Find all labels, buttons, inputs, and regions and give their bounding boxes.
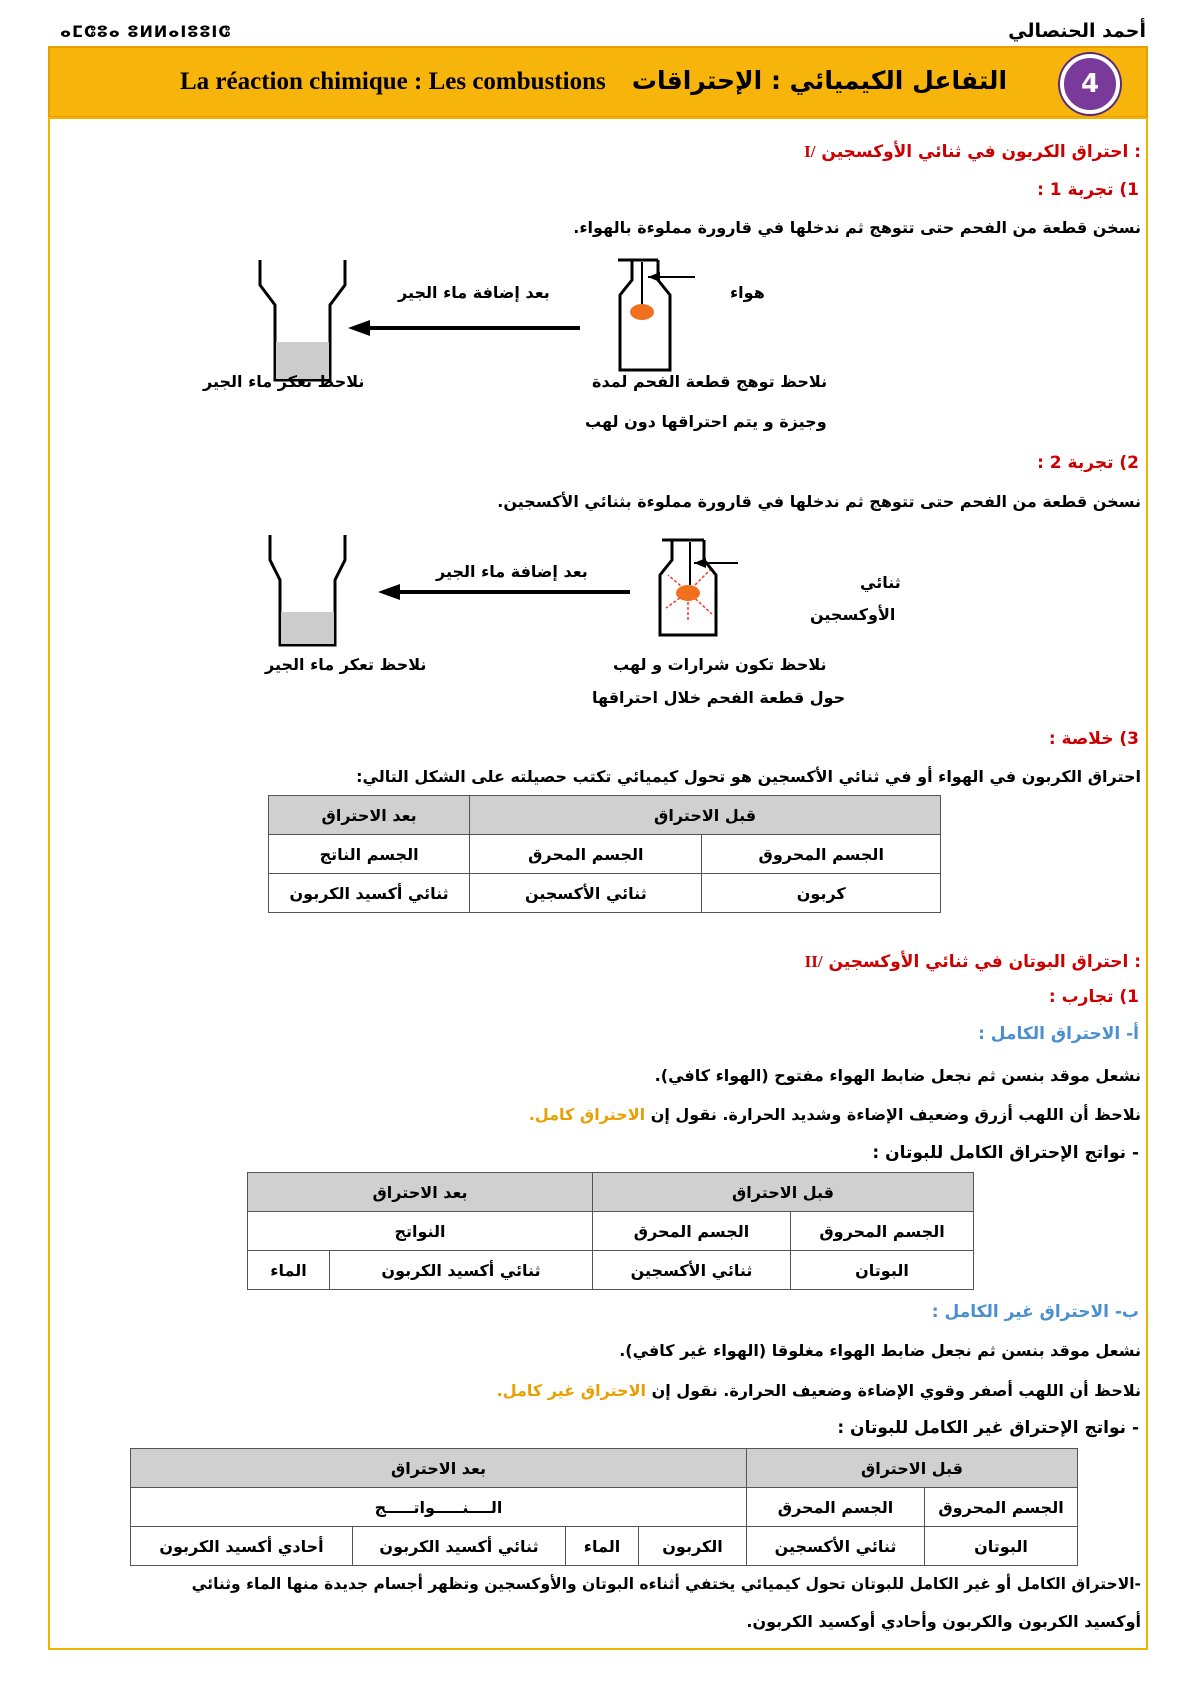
table2-cell: الجسم المحروق [791, 1212, 974, 1251]
experiment-2-gas-label-1: ثنائي [860, 573, 901, 592]
table2-before-header: قبل الاحتراق [593, 1173, 974, 1212]
complete-combustion-table [247, 1172, 974, 1290]
experiment-1-observation-right-1: نلاحظ توهج قطعة الفحم لمدة [592, 372, 828, 391]
table1-before-header: قبل الاحتراق [470, 796, 941, 835]
experiment-1-label [1037, 180, 1139, 200]
incomplete-combustion-term: الاحتراق غير كامل [502, 1381, 646, 1400]
incomplete-combustion-observation: نلاحظ أن اللهب أصفر وقوي الإضاءة وضعيف الحرارة. نقول إن [651, 1381, 1141, 1400]
section-2-experiments-label: 1) تجارب : [1048, 987, 1139, 1007]
table2-cell: البوتان [791, 1251, 974, 1290]
table1-cell: الجسم الناتج [269, 835, 470, 874]
section-2-roman: II/ [804, 952, 823, 971]
experiment-1-arrow-label: بعد إضافة ماء الجير [398, 283, 550, 302]
charcoal-glowing-1 [630, 304, 654, 320]
table2-cell: الجسم المحرق [593, 1212, 791, 1251]
experiment-2-observation-right-1: نلاحظ تكون شرارات و لهب [613, 655, 827, 674]
incomplete-combustion-line-2 [497, 1381, 1141, 1400]
table1-cell: ثنائي الأكسجين [470, 874, 702, 913]
table1-cell: كربون [702, 874, 941, 913]
section-1-heading [804, 142, 1141, 162]
complete-combustion-observation: نلاحظ أن اللهب أزرق وضعيف الإضاءة وشديد الحرارة. نقول إن [650, 1105, 1141, 1124]
experiment-1-label-text: 1) تجربة 1 : [1037, 180, 1139, 200]
complete-combustion-term: الاحتراق كامل [534, 1105, 646, 1124]
experiment-2-observation-left: نلاحظ تعكر ماء الجير [265, 655, 427, 674]
table3-cell: ثنائي الأكسجين [747, 1527, 925, 1566]
experiment-1-text: نسخن قطعة من الفحم حتى تتوهج ثم ندخلها في قارورة مملوءة بالهواء. [573, 218, 1141, 237]
banner-title [180, 66, 1007, 96]
title-french: La réaction chimique : Les combustions [180, 68, 606, 95]
experiment-1-observation-right-2: وجيزة و يتم احتراقها دون لهب [585, 412, 827, 431]
bottle-limewater-2 [270, 535, 345, 645]
table3-cell: أحادي أكسيد الكربون [131, 1527, 353, 1566]
bottle-air-1 [618, 260, 695, 370]
section-1-roman: I/ [804, 142, 816, 161]
table2-cell: ثنائي الأكسجين [593, 1251, 791, 1290]
section-2-title: احتراق البوتان في ثنائي الأوكسجين : [828, 952, 1141, 972]
table3-cell: الجسم المحرق [747, 1488, 925, 1527]
title-arabic: التفاعل الكيميائي : الإحتراقات [631, 66, 1008, 95]
bottle-limewater-1 [260, 260, 345, 380]
charcoal-burning-2 [676, 585, 700, 601]
experiment-2-observation-right-2: حول قطعة الفحم خلال احتراقها [592, 688, 846, 707]
table2-cell: الماء [248, 1251, 330, 1290]
bottle-oxygen-2 [660, 540, 738, 635]
experiment-2-label: 2) تجربة 2 : [1037, 453, 1139, 473]
section-2-heading [805, 952, 1141, 972]
conclusion-line-2: أوكسيد الكربون والكربون وأحادي أوكسيد الكربون. [746, 1612, 1141, 1631]
title-banner [48, 46, 1148, 118]
table3-cell: الماء [566, 1527, 639, 1566]
incomplete-products-label: - نواتج الإحتراق غير الكامل للبوتان : [837, 1418, 1139, 1438]
table2-cell: ثنائي أكسيد الكربون [330, 1251, 593, 1290]
table1-after-header: بعد الاحتراق [269, 796, 470, 835]
table3-after-header: بعد الاحتراق [131, 1449, 747, 1488]
complete-products-label: - نواتج الإحتراق الكامل للبوتان : [872, 1143, 1139, 1163]
table3-cell: ثنائي أكسيد الكربون [353, 1527, 566, 1566]
table3-cell: الــــنـــــواتـــــج [131, 1488, 747, 1527]
table2-cell: النواتج [248, 1212, 593, 1251]
section-1-title: احتراق الكربون في ثنائي الأوكسجين : [821, 142, 1141, 162]
table3-before-header: قبل الاحتراق [747, 1449, 1078, 1488]
table3-cell: الكربون [639, 1527, 747, 1566]
lesson-number-badge: 4 [1060, 54, 1120, 114]
table3-cell: الجسم المحروق [925, 1488, 1078, 1527]
author-name: أحمد الحنصالي [1008, 20, 1146, 42]
incomplete-combustion-period: . [496, 1381, 503, 1400]
table2-after-header: بعد الاحتراق [248, 1173, 593, 1212]
complete-combustion-label: أ- الاحتراق الكامل : [978, 1024, 1139, 1044]
table1-cell: الجسم المحروق [702, 835, 941, 874]
complete-combustion-period: . [528, 1105, 535, 1124]
table3-cell: البوتان [925, 1527, 1078, 1566]
arrow-1 [348, 320, 580, 336]
experiment-2-text: نسخن قطعة من الفحم حتى تتوهج ثم ندخلها في قارورة مملوءة بثنائي الأكسجين. [497, 492, 1141, 511]
experiment-2-arrow-label: بعد إضافة ماء الجير [436, 562, 588, 581]
summary-text: احتراق الكربون في الهواء أو في ثنائي الأكسجين هو تحول كيميائي تكتب حصيلته على الشكل التالي: [356, 767, 1141, 786]
arrow-2 [378, 584, 630, 600]
complete-combustion-line-1: نشعل موقد بنسن ثم نجعل ضابط الهواء مفتوح (الهواء كافي). [654, 1066, 1141, 1085]
summary-label: 3) خلاصة : [1048, 729, 1139, 749]
experiment-2-diagram [230, 530, 910, 650]
table1-cell: ثنائي أكسيد الكربون [269, 874, 470, 913]
conclusion-line-1: -الاحتراق الكامل أو غير الكامل للبوتان تحول كيميائي يختفي أثناءه البوتان والأوكسجين وتظهر أجسام جديدة منها الماء وثنائي [191, 1575, 1141, 1593]
experiment-1-observation-left: نلاحظ تعكر ماء الجير [203, 372, 365, 391]
carbon-combustion-table [268, 795, 941, 913]
experiment-2-gas-label-2: الأوكسجين [810, 605, 896, 624]
incomplete-combustion-label: ب- الاحتراق غير الكامل : [931, 1302, 1139, 1322]
complete-combustion-line-2 [529, 1105, 1141, 1124]
tifinagh-author-name: ⴰⵎⵛⵓⴰ ⵓⵍⵍⴰⵏⵓⵓⵏⵛ [60, 22, 232, 41]
experiment-1-gas-label: هواء [730, 283, 765, 302]
incomplete-combustion-line-1: نشعل موقد بنسن ثم نجعل ضابط الهواء مغلوقا (الهواء غير كافي). [619, 1341, 1141, 1360]
table1-cell: الجسم المحرق [470, 835, 702, 874]
incomplete-combustion-table [130, 1448, 1078, 1566]
